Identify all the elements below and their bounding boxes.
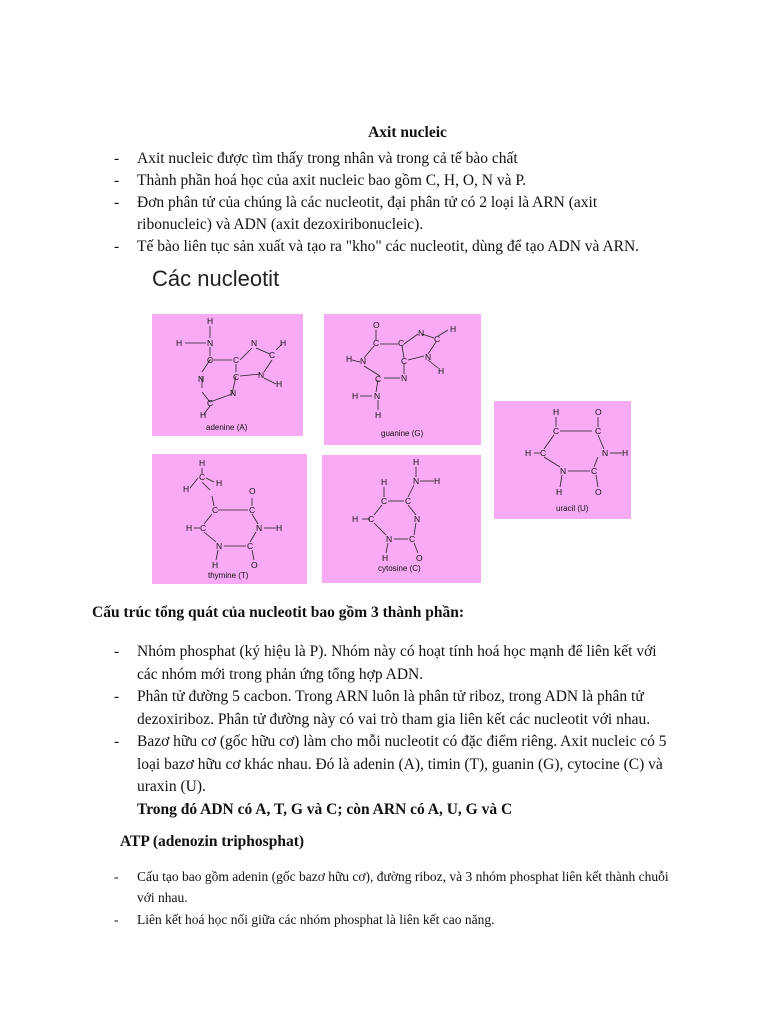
thymine-card	[152, 454, 307, 584]
atom-label: C	[247, 541, 254, 551]
atom-label: C	[434, 334, 441, 344]
atom-label: H	[382, 553, 389, 563]
atom-label: H	[346, 354, 353, 364]
uracil-card	[494, 401, 631, 519]
adenine-card	[152, 314, 303, 436]
cytosine-card	[322, 455, 481, 583]
atom-label: C	[207, 355, 214, 365]
atom-label: O	[251, 560, 258, 570]
atom-label: H	[375, 410, 382, 420]
atom-label: H	[556, 487, 563, 497]
structure-heading: Cấu trúc tổng quát của nucleotit bao gồm 3 thành phần:	[92, 604, 465, 621]
atom-label: H	[276, 523, 283, 533]
atom-label: H	[622, 448, 629, 458]
adenine-label: adenine (A)	[206, 423, 248, 432]
atom-label: O	[595, 487, 602, 497]
atom-label: H	[276, 379, 283, 389]
atom-label: N	[602, 448, 609, 458]
atom-label: H	[280, 338, 287, 348]
atom-label: N	[230, 388, 237, 398]
atom-label: C	[398, 338, 405, 348]
atom-label: C	[207, 398, 214, 408]
atom-label: O	[249, 486, 256, 496]
atom-label: H	[176, 338, 183, 348]
cytosine-structure	[322, 455, 481, 583]
atom-label: H	[199, 458, 206, 468]
cytosine-label: cytosine (C)	[378, 564, 421, 573]
uracil-label: uracil (U)	[556, 504, 589, 513]
structure-list	[114, 641, 674, 821]
atom-label: C	[249, 505, 256, 515]
guanine-structure	[324, 314, 481, 445]
figure-title: Các nucleotit	[152, 266, 280, 291]
list-item	[114, 731, 674, 821]
atom-label: H	[352, 391, 359, 401]
structure-note: Trong đó ADN có A, T, G và C; còn ARN có A, U, G và C	[137, 800, 513, 818]
atom-label: N	[374, 391, 381, 401]
atom-label: H	[352, 514, 359, 524]
atom-label: H	[212, 560, 219, 570]
atom-label: O	[595, 407, 602, 417]
atom-label: O	[373, 320, 380, 330]
atom-label: C	[409, 534, 416, 544]
atom-label: C	[199, 472, 206, 482]
list-item: - Đơn phân tử của chúng là các nucleotit, đại phân tử có 2 loại là ARN (axit ribonucleic) và ADN (axit dezoxiribonucleic).	[114, 192, 654, 236]
atom-label: C	[405, 496, 412, 506]
atom-label: H	[216, 478, 223, 488]
atom-label: C	[212, 505, 219, 515]
atom-label: N	[413, 476, 420, 486]
atp-list	[114, 866, 674, 931]
thymine-label: thymine (T)	[208, 571, 249, 580]
atom-label: N	[414, 514, 421, 524]
atom-label: C	[200, 523, 207, 533]
atom-label: N	[207, 338, 214, 348]
atom-label: N	[251, 338, 258, 348]
atom-label: N	[216, 541, 223, 551]
list-item: - Liên kết hoá học nối giữa các nhóm phosphat là liên kết cao năng.	[114, 909, 674, 930]
guanine-card	[324, 314, 481, 445]
atom-label: C	[381, 496, 388, 506]
list-item: - Tế bào liên tục sản xuất và tạo ra "kho" các nucleotit, dùng để tạo ADN và ARN.	[114, 236, 654, 258]
atom-label: N	[258, 370, 265, 380]
atom-label: H	[186, 523, 193, 533]
adenine-structure	[152, 314, 303, 436]
atom-label: H	[525, 448, 532, 458]
atom-label: O	[416, 553, 423, 563]
atom-label: H	[200, 410, 207, 420]
atom-label: N	[360, 356, 367, 366]
guanine-label: guanine (G)	[381, 429, 424, 438]
list-item-text: Bazơ hữu cơ (gốc hữu cơ) làm cho mỗi nucleotit có đặc điểm riêng. Axit nucleic có 5 loại bazơ hữu cơ khác nhau. Đó là adenin (A), timin (T), guanin (G), cytocine (C) và uraxin (U).	[137, 733, 667, 795]
atom-label: C	[375, 374, 382, 384]
atom-label: N	[401, 373, 408, 383]
atom-label: C	[368, 514, 375, 524]
atom-label: H	[207, 316, 214, 326]
atom-label: N	[418, 328, 425, 338]
list-item: - Phân tử đường 5 cacbon. Trong ARN luôn là phân tử riboz, trong ADN là phân tử dezoxiriboz. Phân tử đường này có vai trò tham gia liên kết các nucleotit với nhau.	[114, 686, 674, 731]
atom-label: C	[540, 448, 547, 458]
atom-label: H	[381, 477, 388, 487]
atom-label: N	[386, 534, 393, 544]
atp-heading: ATP (adenozin triphosphat)	[120, 833, 305, 850]
atom-label: C	[233, 355, 240, 365]
atom-label: H	[183, 484, 190, 494]
atom-label: N	[256, 523, 263, 533]
atom-label: C	[553, 426, 560, 436]
atom-label: N	[560, 466, 567, 476]
atom-label: C	[233, 372, 240, 382]
atom-label: C	[595, 426, 602, 436]
atom-label: N	[198, 374, 205, 384]
atom-label: H	[438, 366, 445, 376]
intro-list	[114, 148, 654, 258]
list-item: - Axit nucleic được tìm thấy trong nhân và trong cả tế bào chất	[114, 148, 654, 170]
atom-label: C	[401, 356, 408, 366]
uracil-structure	[494, 401, 631, 519]
atom-label: H	[450, 324, 457, 334]
page-title: Axit nucleic	[368, 124, 447, 141]
atom-label: H	[413, 457, 420, 467]
thymine-structure	[152, 454, 307, 584]
list-item: - Thành phần hoá học của axit nucleic bao gồm C, H, O, N và P.	[114, 170, 654, 192]
atom-label: C	[269, 350, 276, 360]
list-item: - Nhóm phosphat (ký hiệu là P). Nhóm này có hoạt tính hoá học mạnh để liên kết với các nhóm mới trong phản ứng tổng hợp ADN.	[114, 641, 674, 686]
atom-label: C	[373, 338, 380, 348]
atom-label: N	[425, 352, 432, 362]
atom-label: C	[591, 466, 598, 476]
atom-label: H	[434, 476, 441, 486]
list-item: - Cấu tạo bao gồm adenin (gốc bazơ hữu cơ), đường riboz, và 3 nhóm phosphat liên kết thành chuỗi với nhau.	[114, 866, 674, 908]
atom-label: H	[553, 407, 560, 417]
